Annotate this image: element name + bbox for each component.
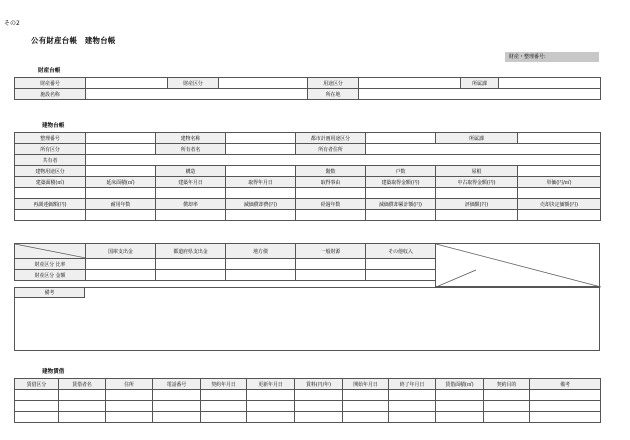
field-hiritsu-5[interactable] [366,259,436,270]
chintai-cell[interactable] [530,401,601,412]
chintai-cell[interactable] [15,390,59,401]
label-chintai-biko: 備考 [530,379,601,390]
chintai-cell[interactable] [484,390,530,401]
field-kozo[interactable] [226,166,296,177]
field-baikyaku[interactable] [518,210,601,221]
field-shisetsu-meisho[interactable] [86,89,308,100]
field-yane[interactable] [518,166,601,177]
label-kaishi-date: 開始年月日 [343,379,389,390]
chintai-cell[interactable] [295,390,343,401]
field-kingaku-1[interactable] [86,270,156,281]
field-tatemono-meisho[interactable] [226,133,296,144]
chintai-cell[interactable] [343,412,389,423]
chintai-cell[interactable] [59,390,106,401]
label-shoyu-kubun: 所有区分 [15,144,86,155]
label-keiyaku-mokuteki: 契約目的 [484,379,530,390]
field-toshi-keikaku[interactable] [366,133,436,144]
label-chinryo: 賃料(円/年) [295,379,343,390]
label-shutoku-date: 取得年月日 [226,177,296,188]
field-kingaku-4[interactable] [296,270,366,281]
field-zaisan-bango[interactable] [86,78,168,89]
label-keiyaku-date: 契約年月日 [201,379,247,390]
funding-blank-area [435,243,600,287]
remarks-box[interactable] [14,287,600,351]
label-baikyaku: 売却決定価額(円) [518,199,601,210]
field-shoyu-kubun[interactable] [86,144,156,155]
label-biko: 備考 [14,287,85,298]
field-nobeyuka-menseki[interactable] [86,188,156,199]
chintai-cell[interactable] [106,401,153,412]
chintai-cell[interactable] [295,412,343,423]
chintai-cell[interactable] [201,412,247,423]
diagonal-lines [436,244,601,288]
diagonal-divider [15,244,86,258]
field-keika-nensu[interactable] [296,210,366,221]
label-shisetsu-meisho: 施設名称 [15,89,86,100]
field-hiritsu-4[interactable] [296,259,366,270]
field-tatemono-shozoku[interactable] [518,133,601,144]
funding-corner [15,244,86,259]
chintai-cell[interactable] [436,401,484,412]
chintai-cell[interactable] [389,412,436,423]
field-tatemono-yoto[interactable] [86,166,156,177]
label-todofuken: 都道府県支出金 [156,244,226,259]
label-hiritsu: 財産区分 比率 [15,259,86,270]
label-ippan-zaigen: 一般財源 [296,244,366,259]
label-keika-nensu: 経過年数 [296,199,366,210]
chintai-cell[interactable] [484,412,530,423]
label-chuko-kingaku: 中古取得金額(円) [436,177,518,188]
label-chintaisha: 賃借者名 [59,379,106,390]
label-shozaichi: 所在地 [308,89,359,100]
field-yoto-kubun[interactable] [359,78,461,89]
label-shozoku-ka: 所属課 [461,78,499,89]
chintai-cell[interactable] [436,390,484,401]
field-shutoku-date[interactable] [226,188,296,199]
field-shokyaku-ritsu[interactable] [156,210,226,221]
field-shozaichi[interactable] [359,89,601,100]
chintai-cell[interactable] [153,401,201,412]
label-shoyusha-mei: 所有者名 [156,144,226,155]
tatemono-heading: 建物台帳 [42,123,65,129]
document-title: 公有財産台帳 建物台帳 [31,36,116,45]
chintai-cell[interactable] [343,401,389,412]
field-shozoku-ka[interactable] [499,78,601,89]
label-tatemono-yoto: 建物用途区分 [15,166,86,177]
field-shoyusha-mei[interactable] [226,144,296,155]
label-shokyaku-ritsu: 償却率 [156,199,226,210]
label-zaisan-kubun: 財産区分 [168,78,219,89]
label-koshin-date: 更新年月日 [247,379,295,390]
label-kingaku: 財産区分 金額 [15,270,86,281]
label-chintai-menseki: 賃借面積(㎡) [436,379,484,390]
chintai-cell[interactable] [247,390,295,401]
field-genka-shokyaku[interactable] [226,210,296,221]
chintai-cell[interactable] [247,412,295,423]
field-kingaku-5[interactable] [366,270,436,281]
field-kenchiku-kingaku[interactable] [366,188,436,199]
field-hyokagaku[interactable] [436,210,518,221]
label-kenchiku-date: 建築年月日 [156,177,226,188]
label-kaisu: 階数 [296,166,366,177]
chintai-cell[interactable] [201,390,247,401]
chintai-cell[interactable] [343,390,389,401]
label-seiri-bango: 整理番号 [15,133,86,144]
field-kingaku-2[interactable] [156,270,226,281]
label-genka-shokyaku: 減価償却費(円) [226,199,296,210]
label-taiyo-nensu: 耐用年数 [86,199,156,210]
label-kenchiku-menseki: 建築面積(㎡) [15,177,86,188]
field-chuko-kingaku[interactable] [436,188,518,199]
chintai-cell[interactable] [436,412,484,423]
label-chihosai: 地方債 [226,244,296,259]
label-tatemono-shozoku: 所属課 [436,133,518,144]
label-shuryo-date: 終了年月日 [389,379,436,390]
tatemono-table [14,132,601,221]
field-ruikei[interactable] [366,210,436,221]
label-shoyusha-jusho: 所有者住所 [296,144,366,155]
chintai-heading: 建物賃借 [42,369,65,375]
field-shoyusha-jusho[interactable] [366,144,601,155]
label-kozo: 構造 [156,166,226,177]
field-kenchiku-menseki[interactable] [15,188,86,199]
chintai-table [14,378,601,423]
field-kenchiku-date[interactable] [156,188,226,199]
label-yane: 屋根 [436,166,518,177]
label-hyokagaku: 評価額(円) [436,199,518,210]
zaisan-heading: 財産台帳 [38,68,61,74]
chintai-cell[interactable] [15,412,59,423]
funding-table [14,243,436,281]
label-zaisan-bango: 財産番号 [15,78,86,89]
label-ruikei: 減価償却累計額(円) [366,199,436,210]
chintai-cell[interactable] [153,390,201,401]
chintai-cell[interactable] [59,401,106,412]
field-zaisan-kubun[interactable] [219,78,308,89]
label-chintai-kubun: 賃借区分 [15,379,59,390]
chintai-cell[interactable] [484,401,530,412]
page-label: その2 [4,20,20,27]
label-jusho: 住所 [106,379,153,390]
label-tanka: 単価(円/㎡) [518,177,601,188]
field-taiyo-nensu[interactable] [86,210,156,221]
label-sonota: その他収入 [366,244,436,259]
field-seiri-bango[interactable] [86,133,156,144]
chintai-cell[interactable] [106,412,153,423]
field-hiritsu-3[interactable] [226,259,296,270]
label-kokko: 国庫支出金 [86,244,156,259]
label-tatemono-meisho: 建物名称 [156,133,226,144]
management-number-field[interactable]: 財産・整理番号: [505,52,599,62]
field-shutoku-jiyu[interactable] [296,188,366,199]
chintai-cell[interactable] [153,412,201,423]
label-kosu: 戸数 [366,166,436,177]
label-yoto-kubun: 用途区分 [308,78,359,89]
chintai-cell[interactable] [106,390,153,401]
label-toshi-keikaku: 都市計画用途区分 [296,133,366,144]
label-saichotatsu: 再調達価額(円) [15,199,86,210]
field-saichotatsu[interactable] [15,210,86,221]
field-kyoyusha[interactable] [86,155,601,166]
chintai-cell[interactable] [295,401,343,412]
chintai-cell[interactable] [247,401,295,412]
label-nobeyuka-menseki: 延床面積(㎡) [86,177,156,188]
field-kingaku-3[interactable] [226,270,296,281]
label-shutoku-jiyu: 取得事由 [296,177,366,188]
field-hiritsu-1[interactable] [86,259,156,270]
label-denwa: 電話番号 [153,379,201,390]
chintai-cell[interactable] [389,390,436,401]
field-hiritsu-2[interactable] [156,259,226,270]
label-kyoyusha: 共有者 [15,155,86,166]
chintai-cell[interactable] [530,412,601,423]
chintai-cell[interactable] [59,412,106,423]
label-kenchiku-kingaku: 建築取得金額(円) [366,177,436,188]
chintai-cell[interactable] [530,390,601,401]
chintai-cell[interactable] [201,401,247,412]
chintai-cell[interactable] [389,401,436,412]
zaisan-table [14,77,601,100]
field-tanka[interactable] [518,188,601,199]
chintai-cell[interactable] [15,401,59,412]
